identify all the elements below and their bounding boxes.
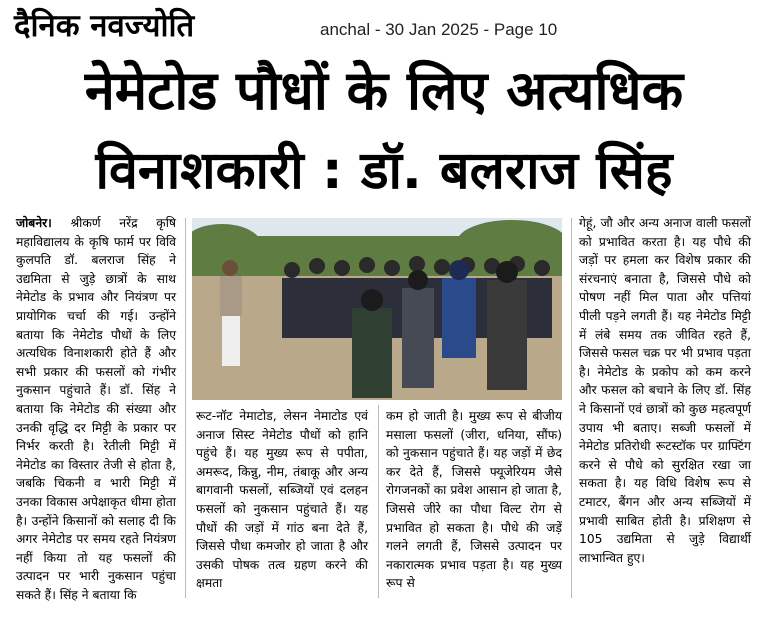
photo-tree (457, 220, 562, 264)
column-2-text: रूट-नॉट नेमाटोड, लेसन नेमाटोड एवं अनाज सिस्ट नेमेटोड पौधों को हानि पहुंचे हैं। यह मुख्य रूप से पपीता, अमरूद, किन्नु, नीम, तंबाकू और अन्य बागवानी फसलों, सब्जियों एवं दलहन फसलों को नुकसान पहुंचाते हैं। यह पौधों की जड़ों में गांठ बना देते हैं, जिससे पौधा कमजोर हो जाता है और उसकी पोषक तत्व ग्रहण करने की क्षमता (196, 409, 368, 591)
article-dateline: जोबनेर। (16, 216, 52, 230)
column-divider (571, 218, 572, 598)
column-4-text: गेहूं, जौ और अन्य अनाज वाली फसलों को प्रभावित करता है। यह पौधे की जड़ों पर हमला कर विशेष प्रकार की संरचनाएं बनाता है, जिससे पौधे को पोषण नहीं मिल पाता और पत्तियां पीली पड़ने लगती हैं। यह नेमेटोड मिट्टी में लंबे समय तक जीवित रहते हैं, जिससे फसल चक्र पर भी प्रभाव पड़ता है। नेमेटोड के प्रकोप को कम करने और फसल को बचाने के लिए डॉ. सिंह ने किसानों एवं छात्रों को कुछ महत्वपूर्ण उपाय भी बताए। सब्जी फसलों में नेमेटोड प्रतिरोधी रूटस्टॉक पर ग्राफ्टिंग करने से पौधे को सुरक्षित रखा जा सकता है। यह विधि विशेष रूप से टमाटर, बैंगन और अन्य सब्जियों में प्रभावी साबित होती है। प्रशिक्षण से 105 उद्यमिता से जुड़े विद्यार्थी लाभान्वित हुए। (579, 216, 751, 565)
article-column-1 (16, 214, 176, 604)
headline-line-2: विनाशकारी : डॉ. बलराज सिंह (95, 141, 673, 201)
field-visit-photo (192, 218, 562, 400)
article-column-3 (386, 407, 562, 593)
clipping-meta: anchal - 30 Jan 2025 - Page 10 (320, 20, 558, 39)
article-column-2 (196, 407, 368, 593)
column-3-text: कम हो जाती है। मुख्य रूप से बीजीय मसाला फसलों (जीरा, धनिया, सौंफ) को नुकसान पहुंचाते हैं। यह जड़ों में छेद कर देते हैं, जिससे फ्यूजेरियम जैसे रोगजनकों का प्रवेश आसान हो जाता है, जिससे जीरे का पौधा विल्ट रोग से प्रभावित हो सकता है। पौधे की जड़ें गलने लगती हैं, जिससे उत्पादन पर नकारात्मक प्रभाव पड़ता है। यह मुख्य रूप से (386, 409, 562, 591)
article-column-4 (579, 214, 751, 567)
column-divider (185, 218, 186, 598)
article-photo (192, 218, 562, 400)
headline-line-1: नेमेटोड पौधों के लिए अत्यधिक (84, 59, 684, 122)
column-1-text: श्रीकर्ण नरेंद्र कृषि महाविद्यालय के कृषि फार्म पर विवि कुलपति डॉ. बलराज सिंह ने उद्यमिता से जुड़े छात्रों के साथ नेमेटोड के प्रभाव और नियंत्रण पर प्रायोगिक चर्चा की गई। उन्होंने बताया कि नेमेटोड पौधों के लिए अत्यधिक विनाशकारी होते हैं और सभी प्रकार की फसलों को गंभीर नुकसान पहुंचाते हैं। डॉ. सिंह ने बताया कि नेमेटोड की संख्या और उनकी वृद्धि दर मिट्टी के प्रकार पर निर्भर करती है। रेतीली मिट्टी में नेमेटोड का विस्तार तेजी से होता है, जबकि चिकनी व भारी मिट्टी में उनका विकास अपेक्षाकृत धीमा होता है। उन्होंने किसानों को सलाह दी कि अगर नेमेटोड पर समय रहते नियंत्रण नहीं किया तो यह फसलों की उत्पादन पर भारी नुकसान पहुंचा सकते हैं। सिंह ने बताया कि (16, 216, 176, 602)
newspaper-masthead: दैनिक नवज्योति (14, 8, 195, 44)
column-divider (378, 405, 379, 598)
